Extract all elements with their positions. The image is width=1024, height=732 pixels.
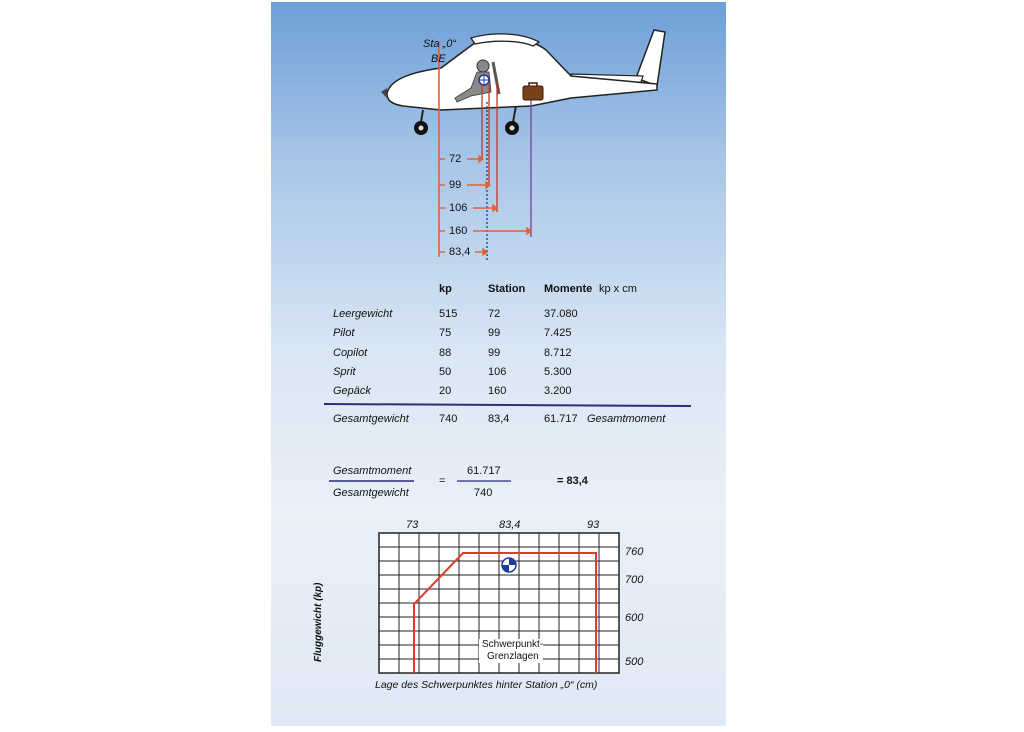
total-label: Gesamtgewicht [333,413,409,425]
row-label: Gepäck [333,385,371,397]
formula-numerator-value: 61.717 [467,465,501,477]
row-moment: 37.080 [544,308,578,320]
station-zero-label: Sta „0“ [423,38,457,50]
row-kp: 515 [439,308,458,320]
total-moment-label: Gesamtmoment [587,413,666,425]
x-tick-label: 83,4 [499,519,521,531]
formula-denominator-value: 740 [474,487,493,499]
row-moment: 3.200 [544,385,572,397]
arm-label: 160 [449,225,468,237]
row-moment: 8.712 [544,347,572,359]
row-station: 106 [488,366,507,378]
cg-marker-icon [502,558,516,572]
y-tick-label: 760 [625,546,644,558]
row-kp: 20 [439,385,452,397]
total-station: 83,4 [488,413,510,425]
row-moment: 7.425 [544,327,572,339]
row-station: 160 [488,385,507,397]
header-kp: kp [439,283,452,295]
y-tick-label: 700 [625,574,644,586]
row-station: 72 [488,308,501,320]
header-unit: kp x cm [599,283,637,295]
arm-label: 99 [449,179,462,191]
row-label: Pilot [333,327,355,339]
arm-label: 106 [449,202,468,214]
x-tick-label: 93 [587,519,600,531]
total-kp: 740 [439,413,458,425]
row-label: Sprit [333,366,356,378]
figure-panel [271,2,726,726]
row-label: Leergewicht [333,308,393,320]
formula-result: = 83,4 [557,475,588,487]
figure-graphics [271,2,726,726]
row-kp: 88 [439,347,452,359]
y-tick-label: 600 [625,612,644,624]
row-moment: 5.300 [544,366,572,378]
row-kp: 75 [439,327,452,339]
annotation-line2: Grenzlagen [487,651,539,662]
row-label: Copilot [333,347,368,359]
total-moment: 61.717 [544,413,578,425]
row-station: 99 [488,327,501,339]
annotation-line1: Schwerpunkt- [482,639,544,650]
station-be-label: BE [431,53,446,65]
y-axis-label: Fluggewicht (kp) [313,582,324,662]
formula-numerator-label: Gesamtmoment [333,465,412,477]
formula-denominator-label: Gesamtgewicht [333,487,409,499]
formula-equals: = [439,475,446,487]
x-tick-label: 73 [406,519,419,531]
arm-label: 83,4 [449,246,471,258]
table-separator [324,404,691,406]
arm-label: 72 [449,153,462,165]
row-station: 99 [488,347,501,359]
luggage-icon [523,83,543,100]
header-moment: Momente [544,283,593,295]
row-kp: 50 [439,366,452,378]
header-station: Station [488,283,526,295]
x-axis-label: Lage des Schwerpunktes hinter Station „0“ (cm) [375,679,598,691]
y-tick-label: 500 [625,656,644,668]
